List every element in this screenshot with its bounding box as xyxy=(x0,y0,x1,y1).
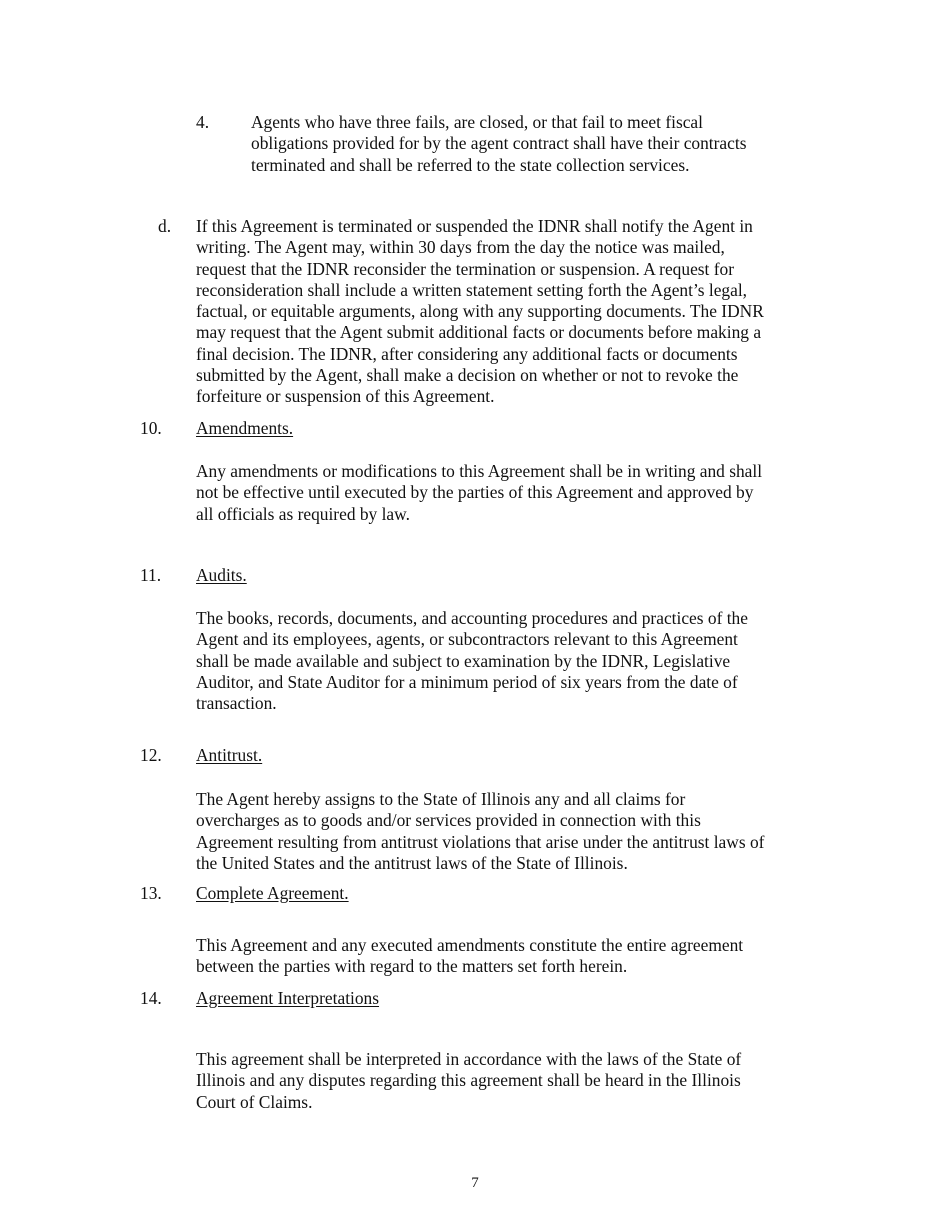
page-number: 7 xyxy=(471,1175,479,1191)
section-10-number: 10. xyxy=(140,418,162,438)
section-10-heading: Amendments. xyxy=(196,418,294,438)
section-11-heading: Audits. xyxy=(196,565,247,585)
section-11-body: The books, records, documents, and accounting procedures and practices of the Agent and its employees, agents, or subcontractors relevant to this Agreement shall be made available and subject to examination by the IDNR, Legislative Auditor, and State Auditor for a minimum period of six years from the date of transaction. xyxy=(196,608,748,714)
item-4-marker: 4. xyxy=(196,112,210,132)
section-14-heading: Agreement Interpretations xyxy=(196,988,380,1008)
section-12-heading: Antitrust. xyxy=(196,745,263,765)
section-12-number: 12. xyxy=(140,745,162,765)
section-13-number: 13. xyxy=(140,883,162,903)
item-d-text: If this Agreement is terminated or suspended the IDNR shall notify the Agent in writing. The Agent may, within 30 days from the day the notice was mailed, request that the IDNR reconsider the termination or suspension. A request for reconsideration shall include a written statement setting forth the Agent’s legal, factual, or equitable arguments, along with any supporting documents. The IDNR may request that the Agent submit additional facts or documents before making a final decision. The IDNR, after considering any additional facts or documents submitted by the Agent, shall make a decision on whether or not to revoke the forfeiture or suspension of this Agreement. xyxy=(196,216,764,407)
section-14-body: This agreement shall be interpreted in accordance with the laws of the State of Illinois and any disputes regarding this agreement shall be heard in the Illinois Court of Claims. xyxy=(196,1049,742,1112)
item-4-text: Agents who have three fails, are closed, or that fail to meet fiscal obligations provided for by the agent contract shall have their contracts terminated and shall be referred to the state collection services. xyxy=(251,112,747,175)
section-13-heading: Complete Agreement. xyxy=(196,883,349,903)
section-10-body: Any amendments or modifications to this Agreement shall be in writing and shall not be effective until executed by the parties of this Agreement and approved by all officials as required by law. xyxy=(196,461,763,524)
section-11-number: 11. xyxy=(140,565,162,585)
section-14-number: 14. xyxy=(140,988,162,1008)
section-13-body: This Agreement and any executed amendments constitute the entire agreement between the parties with regard to the matters set forth herein. xyxy=(196,935,744,977)
section-12-body: The Agent hereby assigns to the State of Illinois any and all claims for overcharges as to goods and/or services provided in connection with this Agreement resulting from antitrust violations that arise under the antitrust laws of the United States and the antitrust laws of the State of Illinois. xyxy=(196,789,765,873)
item-d-marker: d. xyxy=(158,216,172,236)
